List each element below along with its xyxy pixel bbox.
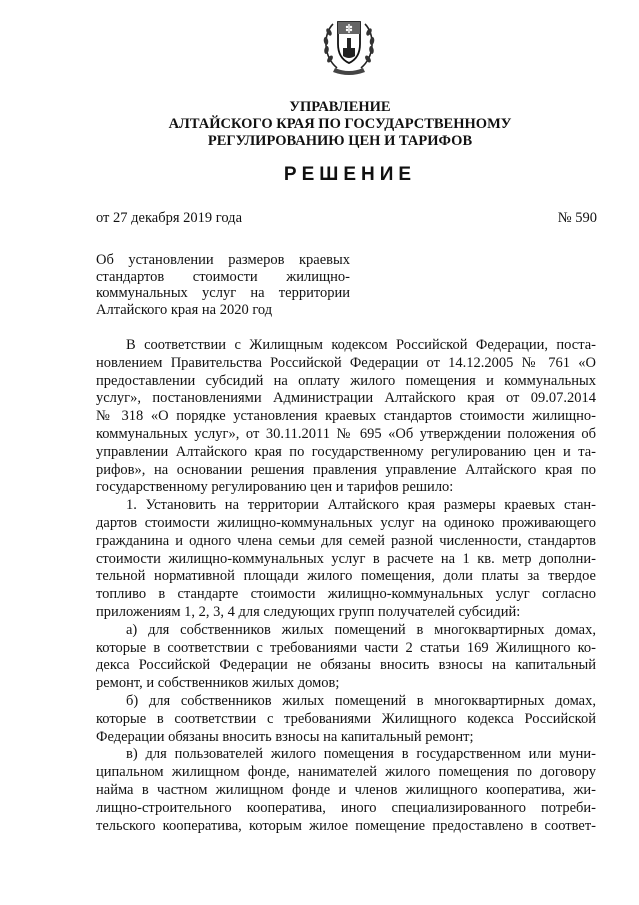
body-line: топливо в стандарте стоимости жилищно-коммунальных услуг согласно [96,586,596,603]
authority-line: АЛТАЙСКОГО КРАЯ ПО ГОСУДАРСТВЕННОМУ [168,116,512,132]
body-line: Федерации обязаны вносить взносы на капитальный ремонт; [96,728,474,745]
document-type-title: РЕШЕНИЕ [283,164,417,185]
body-line: услуг», постановлениями Администрации Алтайского края от 09.07.2014 [96,390,596,407]
coat-of-arms-icon [319,14,379,76]
body-line: которые в соответствии с требованиями части 2 статьи 169 Жилищного ко- [96,639,596,656]
body-line: предоставлении субсидий на оплату жилого помещения и коммунальных [96,372,596,389]
subject-line: стандартов стоимости жилищно- [96,268,350,285]
authority-line: РЕГУЛИРОВАНИЮ ЦЕН И ТАРИФОВ [207,133,473,149]
body-line: лищно-строительного кооператива, иного специализированного потреби- [96,799,596,816]
body-line: ципальном жилищном фонде, нанимателей жилого помещения по договору [96,764,596,781]
body-line: гражданина и одного члена семьи для семей разной численности, стандартов [96,532,596,549]
body-line: найма в частном жилищном фонде и членов жилищного кооператива, жи- [96,781,596,798]
body-line: коммунальных услуг», от 30.11.2011 № 695 «Об утверждении положения об [96,425,596,442]
body-line: новлением Правительства Российской Федерации от 14.12.2005 № 761 «О [96,354,596,371]
body-line: тельной нормативной площади жилого помещения, доли платы за твердое [96,568,596,585]
body-line: 1. Установить на территории Алтайского края размеры краевых стан- [126,497,596,514]
body-line: б) для собственников жилых помещений в многоквартирных домах, [126,692,596,709]
body-line: а) для собственников жилых помещений в многоквартирных домах, [126,621,596,638]
subject-line: Об установлении размеров краевых [96,252,350,268]
document-number: № 590 [557,210,597,226]
document-date: от 27 декабря 2019 года [96,210,242,226]
body-line: в) для пользователей жилого помещения в государственном или муни- [126,746,596,763]
body-line: приложениям 1, 2, 3, 4 для следующих групп получателей субсидий: [96,603,521,620]
issuing-authority [120,99,560,150]
body-line: управлении Алтайского края по государственному регулированию цен и та- [96,443,596,460]
body-line: № 318 «О порядке установления краевых стандартов стоимости жилищно- [96,408,596,425]
authority-line: УПРАВЛЕНИЕ [289,99,391,115]
body-line: дартов стоимости жилищно-коммунальных услуг на одиноко проживающего [96,514,596,531]
body-line: рифов», на основании решения правления управление Алтайского края по [96,461,596,478]
body-line: В соответствии с Жилищным кодексом Российской Федерации, поста- [126,337,596,353]
body-line: стоимости жилищно-коммунальных услуг в расчете на 1 кв. метр дополни- [96,550,596,567]
body-line: декса Российской Федерации не обязаны вносить взносы на капитальный [96,657,596,674]
document-subject [96,252,350,318]
subject-line: коммунальных услуг на территории [96,285,350,301]
body-line: ремонт, и собственников жилых домов; [96,675,340,692]
body-line: государственному регулированию цен и тарифов решило: [96,479,454,496]
body-line: тельского кооператива, которым жилое помещение предоставлено в соответ- [96,817,596,834]
subject-line: Алтайского края на 2020 год [96,301,273,318]
document-body [96,337,596,835]
body-line: которые в соответствии с требованиями Жилищного кодекса Российской [96,710,596,727]
